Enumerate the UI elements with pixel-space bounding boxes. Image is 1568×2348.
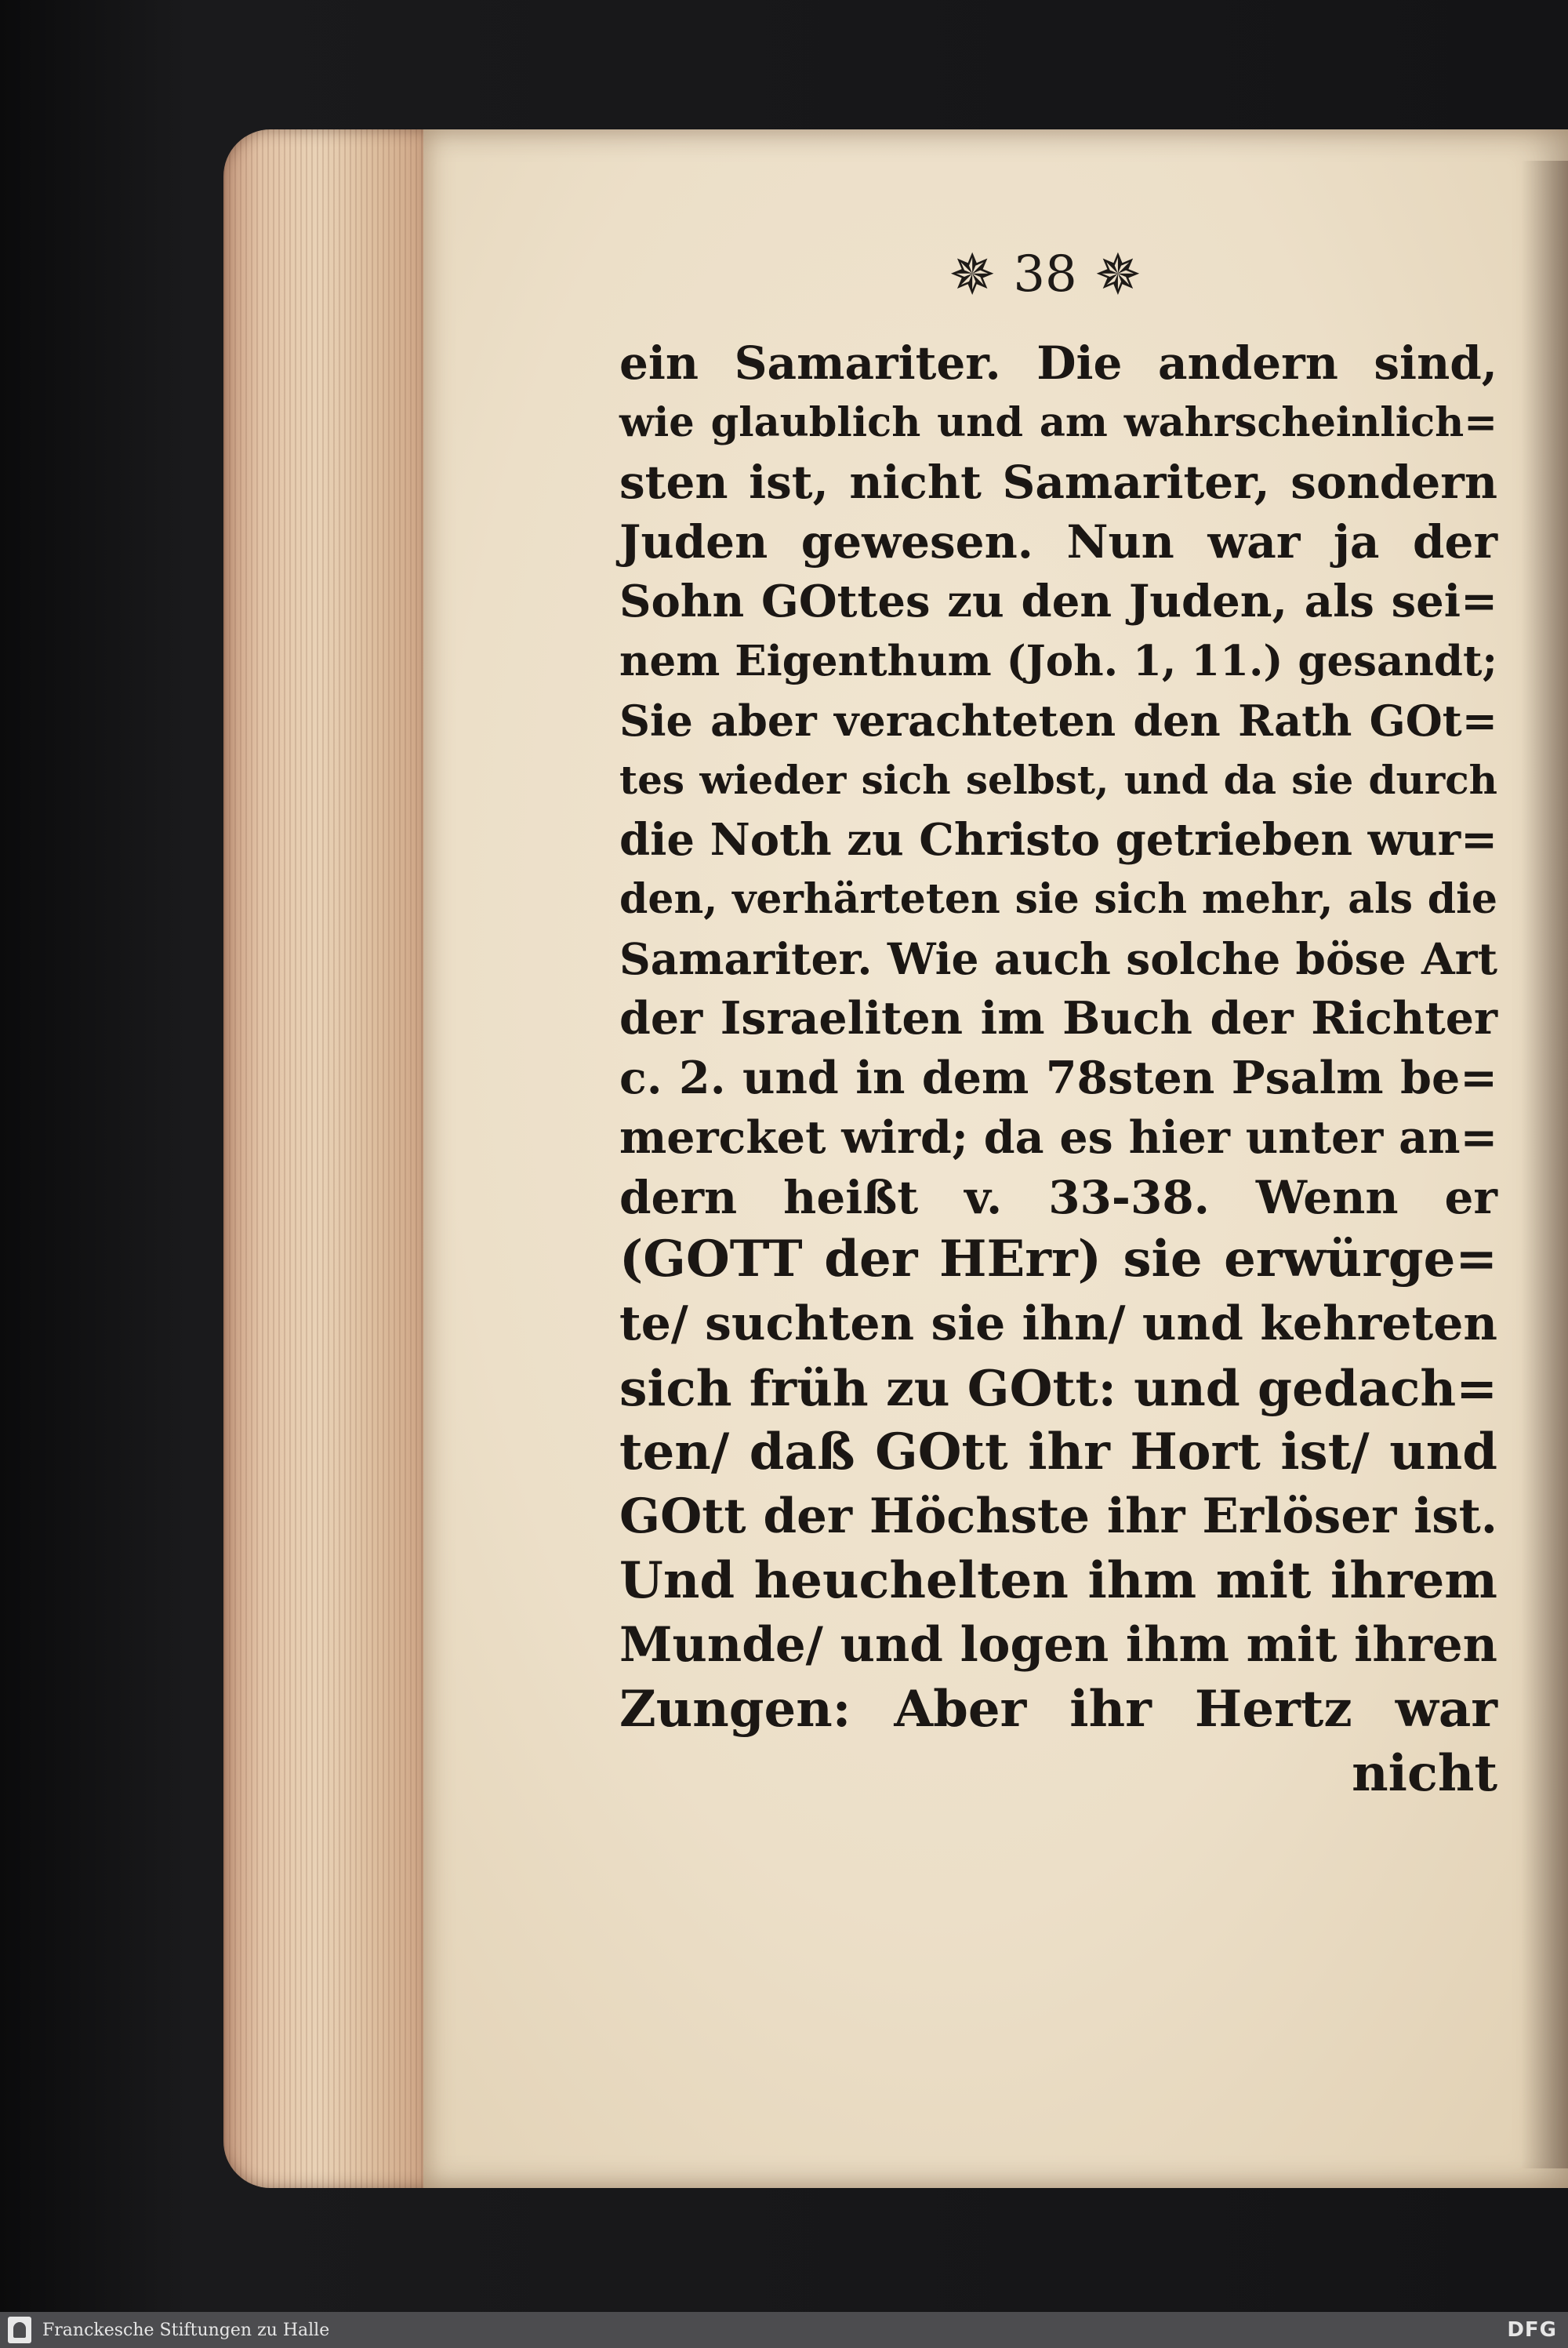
catchword: nicht <box>1352 1744 1497 1803</box>
text-line: die Noth zu Christo getrieben wur= <box>619 814 1497 866</box>
page-edges <box>223 129 431 2188</box>
text-line: Juden gewesen. Nun war ja der <box>619 515 1497 569</box>
page-header <box>949 239 1142 310</box>
quote-line: Und heuchelten ihm mit ihrem <box>619 1551 1497 1610</box>
quote-line: te/ suchten sie ihn/ und kehreten <box>619 1296 1497 1351</box>
page-gutter-shadow <box>1521 161 1568 2168</box>
text-line: Sie aber verachteten den Rath GOt= <box>619 696 1497 746</box>
ornament-left-icon: ✵ <box>949 242 996 307</box>
text-line: nem Eigenthum (Joh. 1, 11.) gesandt; <box>619 637 1497 685</box>
quote-line: Munde/ und logen ihm mit ihren <box>619 1617 1497 1673</box>
text-line: c. 2. und in dem 78sten Psalm be= <box>619 1052 1497 1104</box>
quote-line: GOtt der Höchste ihr Erlöser ist. <box>619 1488 1497 1544</box>
text-line: dern heißt v. 33-38. Wenn er <box>619 1171 1497 1224</box>
text-line: Samariter. Wie auch solche böse Art <box>619 933 1497 984</box>
text-line: tes wieder sich selbst, und da sie durch <box>619 757 1497 803</box>
text-line: ein Samariter. Die andern sind, <box>619 336 1497 390</box>
ornament-right-icon: ✵ <box>1094 242 1142 307</box>
quote-line: Zungen: Aber ihr Hertz war <box>619 1680 1497 1739</box>
viewer-footer <box>0 2312 1568 2348</box>
footer-institution <box>0 2317 329 2343</box>
text-line: den, verhärteten sie sich mehr, als die <box>619 875 1497 923</box>
dfg-logo: DFG <box>1507 2318 1557 2342</box>
text-line: der Israeliten im Buch der Richter <box>619 992 1497 1045</box>
body-text <box>619 333 1497 1806</box>
text-line: wie glaublich und am wahrscheinlich= <box>619 399 1497 446</box>
quote-line: sich früh zu GOtt: und gedach= <box>619 1359 1497 1417</box>
institution-logo-icon <box>8 2317 31 2343</box>
text-line: Sohn GOttes zu den Juden, als sei= <box>619 576 1497 627</box>
quote-line: (GOTT der HErr) sie erwürge= <box>619 1230 1497 1288</box>
quote-line: ten/ daß GOtt ihr Hort ist/ und <box>619 1423 1497 1481</box>
page-number: 38 <box>1013 245 1077 303</box>
institution-name: Franckesche Stiftungen zu Halle <box>42 2320 330 2340</box>
text-line: mercket wird; da es hier unter an= <box>619 1111 1498 1164</box>
text-line: sten ist, nicht Samariter, sondern <box>619 456 1497 509</box>
